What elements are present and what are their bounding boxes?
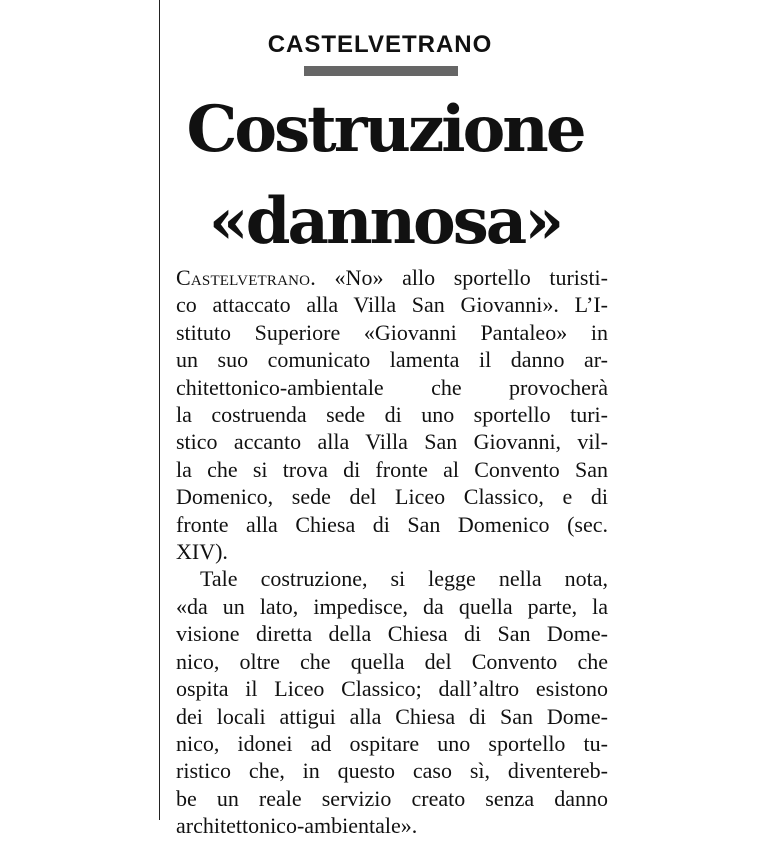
body-line-text: «No» allo sportello turisti- bbox=[315, 265, 608, 290]
body-line: be un reale servizio creato senza danno bbox=[176, 785, 608, 811]
body-line: co attaccato alla Villa San Giovanni». L’I- bbox=[176, 292, 608, 318]
body-line: un suo comunicato lamenta il danno ar- bbox=[176, 347, 608, 373]
body-line: ospita il Liceo Classico; dall’altro esistono bbox=[176, 676, 608, 702]
body-line: visione diretta della Chiesa di San Dome- bbox=[176, 621, 608, 647]
kicker-underline-bar bbox=[304, 66, 458, 76]
body-line: la che si trova di fronte al Convento San bbox=[176, 456, 608, 482]
headline-line-2: «dannosa» bbox=[208, 184, 562, 259]
dateline: Castelvetrano. bbox=[176, 265, 316, 290]
body-line: nico, oltre che quella del Convento che bbox=[176, 648, 608, 674]
body-line: la costruenda sede di uno sportello turi- bbox=[176, 402, 608, 428]
body-line: nico, idonei ad ospitare uno sportello tu- bbox=[176, 730, 608, 756]
body-line: «da un lato, impedisce, da quella parte, la bbox=[176, 593, 608, 619]
section-kicker: CASTELVETRANO bbox=[267, 31, 493, 58]
body-line: stituto Superiore «Giovanni Pantaleo» in bbox=[176, 319, 608, 345]
article-body bbox=[176, 264, 608, 840]
headline-line-1: Costruzione bbox=[186, 92, 584, 167]
body-line: XIV). bbox=[176, 539, 228, 565]
body-line: ristico che, in questo caso sì, diventereb- bbox=[176, 758, 608, 784]
body-line: chitettonico-ambientale che provocherà bbox=[176, 374, 608, 400]
body-line: dei locali attigui alla Chiesa di San Dome- bbox=[176, 703, 608, 729]
body-line bbox=[176, 264, 608, 291]
headline bbox=[160, 84, 610, 268]
body-line: stico accanto alla Villa San Giovanni, vil- bbox=[176, 429, 608, 455]
body-line: Tale costruzione, si legge nella nota, bbox=[200, 566, 608, 592]
body-line: fronte alla Chiesa di San Domenico (sec. bbox=[176, 511, 608, 537]
body-line: architettonico-ambientale». bbox=[176, 813, 418, 839]
body-line: Domenico, sede del Liceo Classico, e di bbox=[176, 484, 608, 510]
